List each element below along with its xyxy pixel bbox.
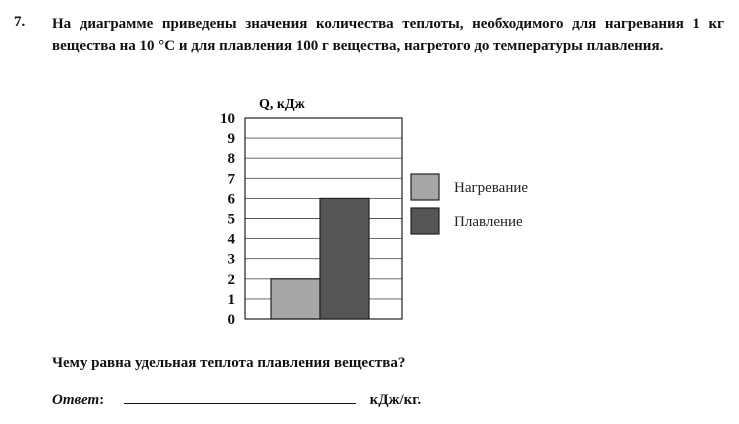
answer-input-line[interactable] <box>124 389 356 404</box>
question-prompt: Чему равна удельная теплота плавления вещества? <box>52 355 406 371</box>
legend-label: Плавление <box>454 214 523 230</box>
legend-label: Нагревание <box>454 180 529 196</box>
y-tick-label: 3 <box>227 251 235 268</box>
answer-unit: кДж/кг. <box>369 392 422 408</box>
chart-legend <box>411 174 528 234</box>
y-tick-label: 6 <box>227 191 235 208</box>
question-text: На диаграмме приведены значения количества теплоты, необходимого для нагревания 1 кг вещества на 10 °С и для плавления 100 г вещества, нагретого до температуры плавления. <box>52 16 724 54</box>
question-number: 7. <box>14 14 26 30</box>
answer-colon: : <box>99 392 105 408</box>
bar-melting <box>320 198 369 319</box>
answer-label: Ответ <box>52 392 100 408</box>
y-tick-label: 1 <box>227 291 235 308</box>
y-tick-label: 0 <box>227 312 235 328</box>
y-tick-label: 8 <box>227 151 235 168</box>
y-tick-label: 7 <box>227 171 235 188</box>
y-tick-label: 9 <box>227 131 235 148</box>
y-tick-labels <box>220 111 236 328</box>
y-tick-label: 2 <box>227 271 235 288</box>
y-tick-label: 4 <box>227 231 235 248</box>
legend-swatch <box>411 174 439 200</box>
y-tick-label: 10 <box>220 111 235 127</box>
legend-swatch <box>411 208 439 234</box>
y-axis-label: Q, кДж <box>259 97 305 112</box>
y-tick-label: 5 <box>227 211 235 228</box>
answer-row <box>52 389 421 409</box>
bar-heating <box>271 279 320 319</box>
bar-chart <box>190 90 550 340</box>
